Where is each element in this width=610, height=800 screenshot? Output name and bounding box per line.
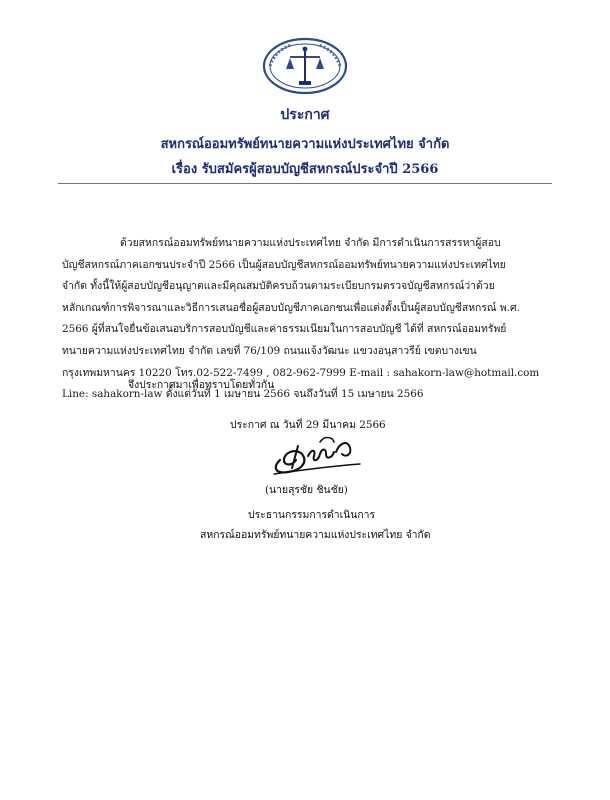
- announcement-date: ประกาศ ณ วันที่ 29 มีนาคม 2566: [230, 419, 386, 431]
- body-line: จำกัด ทั้งนี้ให้ผู้สอบบัญชีอนุญาตและมีคุณสมบัติครบถ้วนตามระเบียบกรมตรวจบัญชีสหกรณ์ว่าด้วย: [62, 280, 495, 293]
- body-line: ด้วยสหกรณ์ออมทรัพย์ทนายความแห่งประเทศไทย จำกัด มีการดำเนินการสรรหาผู้สอบ: [120, 237, 501, 249]
- body-line: กรุงเทพมหานคร 10220 โทร.02-522-7499 , 082-962-7999 E-mail : sahakorn-law@hotmail.com: [62, 366, 540, 379]
- signer-name: (นายสุรชัย ชินชัย): [265, 484, 348, 496]
- handwritten-signature: [262, 432, 372, 476]
- body-line: หลักเกณฑ์การพิจารณาและวิธีการเสนอชื่อผู้สอบบัญชีภาคเอกชนเพื่อแต่งตั้งเป็นผู้สอบบัญชีสหกรณ์ พ.ศ.: [62, 301, 520, 314]
- organization-name: สหกรณ์ออมทรัพย์ทนายความแห่งประเทศไทย จำกัด: [160, 137, 450, 152]
- cooperative-seal-icon: [262, 37, 348, 95]
- signer-position: ประธานกรรมการดำเนินการ: [248, 509, 376, 521]
- body-line: ทนายความแห่งประเทศไทย จำกัด เลขที่ 76/109 ถนนแจ้งวัฒนะ แขวงอนุสาวรีย์ เขตบางเขน: [62, 344, 477, 357]
- announcement-title: ประกาศ: [280, 107, 330, 123]
- closing-statement: จึงประกาศมาเพื่อทราบโดยทั่วกัน: [128, 379, 275, 391]
- announcement-subject: เรื่อง รับสมัครผู้สอบบัญชีสหกรณ์ประจำปี 2566: [171, 162, 439, 177]
- body-line: 2566 ผู้ที่สนใจยื่นข้อเสนอบริการสอบบัญชีและค่าธรรมเนียมในการสอบบัญชี ได้ที่ สหกรณ์ออมทรัพย์: [62, 323, 507, 336]
- body-line: บัญชีสหกรณ์ภาคเอกชนประจำปี 2566 เป็นผู้สอบบัญชีสหกรณ์ออมทรัพย์ทนายความแห่งประเทศไทย: [62, 258, 506, 271]
- body-line: Line: sahakorn-law ตั้งแต่วันที่ 1 เมษายน 2566 จนถึงวันที่ 15 เมษายน 2566: [62, 388, 424, 401]
- signer-organization: สหกรณ์ออมทรัพย์ทนายความแห่งประเทศไทย จำกัด: [200, 529, 431, 541]
- header-divider: [58, 183, 552, 184]
